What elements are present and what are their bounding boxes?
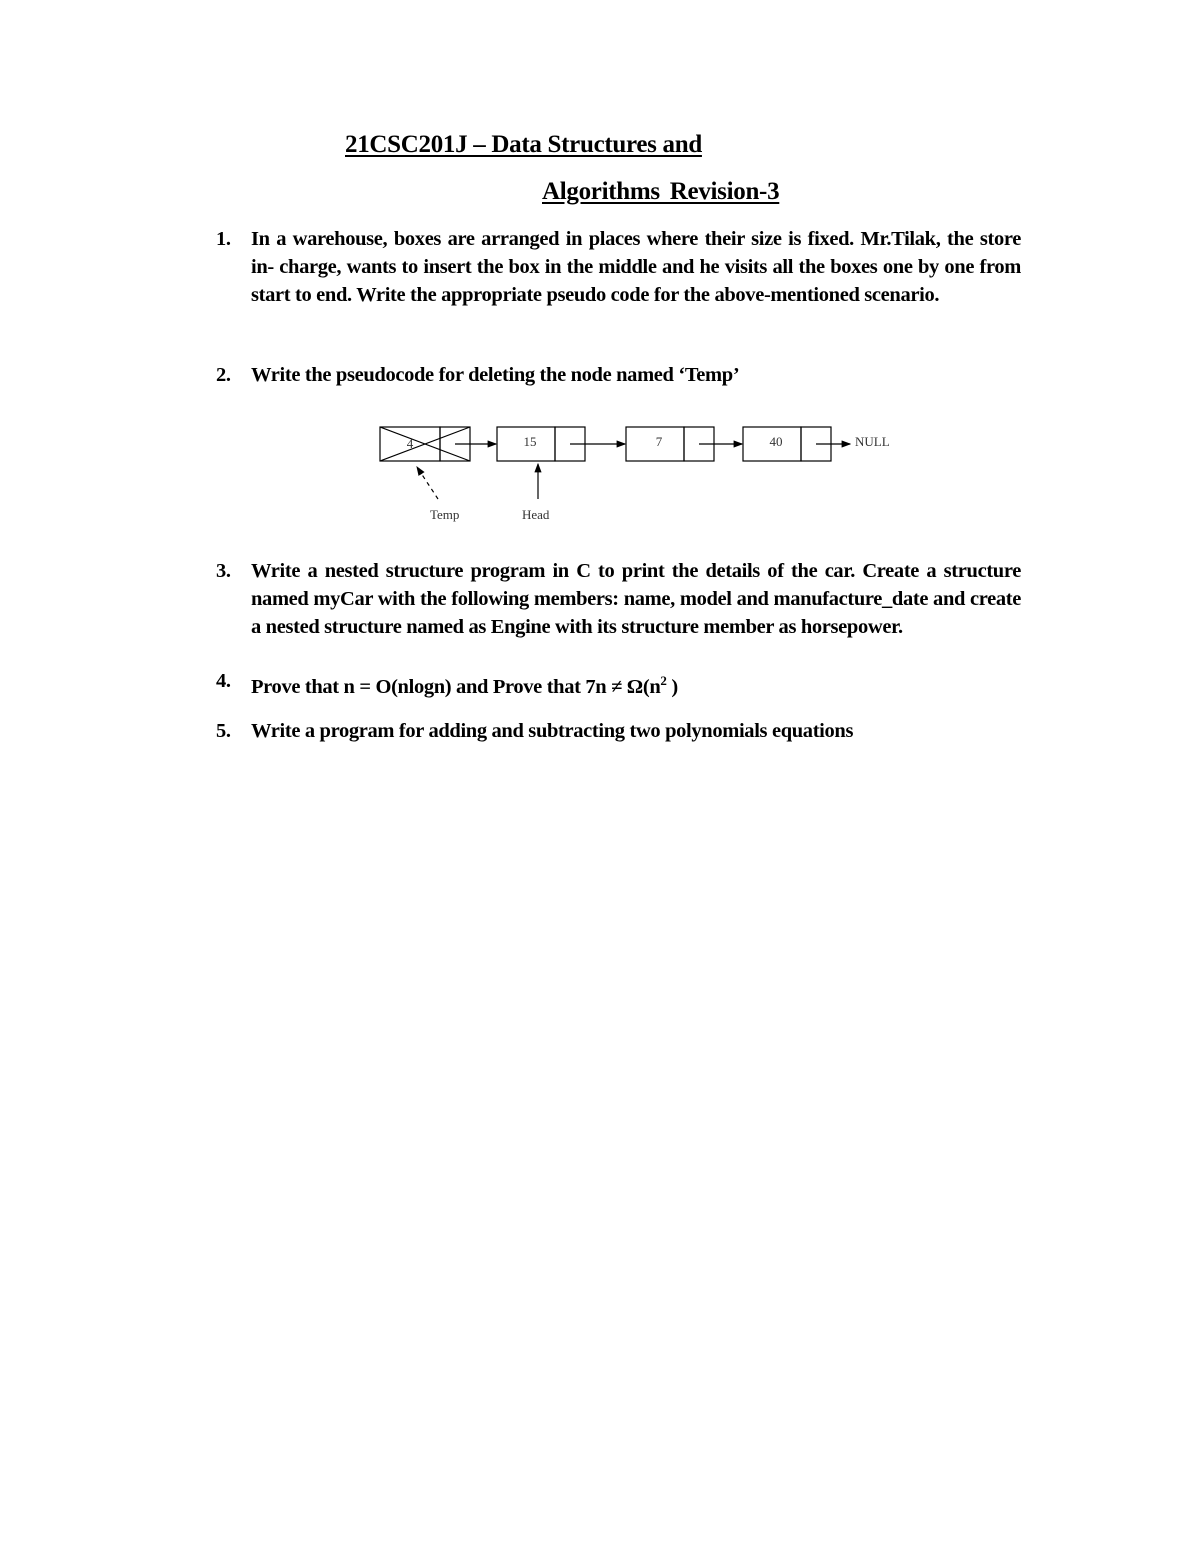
question-text xyxy=(251,667,1021,701)
head-label: Head xyxy=(522,507,550,522)
question-3 xyxy=(216,557,1021,641)
node-value: 4 xyxy=(406,436,414,451)
question-text: Write a program for adding and subtracting two polynomials equations xyxy=(251,720,854,742)
question-text: Write the pseudocode for deleting the node named ‘Temp’ xyxy=(251,364,740,386)
question-5 xyxy=(216,717,1021,745)
document-title-line-2: Algorithms Revision-3 xyxy=(542,178,780,205)
question-text: Write a nested structure program in C to print the details of the car. Create a structure named myCar with the following members: name, model and manufacture_date and create a nested structure named as Engine with its structure member as horsepower. xyxy=(251,560,1021,638)
node-value: 40 xyxy=(769,434,783,449)
question-text: In a warehouse, boxes are arranged in places where their size is fixed. Mr.Tilak, the store in- charge, wants to insert the box in the middle and he visits all the boxes one by one from start to end. Write the appropriate pseudo code for the above-mentioned scenario. xyxy=(251,228,1021,306)
linked-list-diagram xyxy=(370,415,910,535)
question-1 xyxy=(216,225,1021,309)
question-text-after: ) xyxy=(666,675,678,698)
null-label: NULL xyxy=(855,434,890,449)
question-4 xyxy=(216,667,1021,701)
temp-pointer-arrow xyxy=(417,467,438,499)
question-number: 1. xyxy=(216,228,231,250)
superscript: 2 xyxy=(660,673,667,688)
question-2 xyxy=(216,361,1021,389)
question-text-before: Prove that n = O(nlogn) and Prove that 7n ≠ Ω(n xyxy=(251,675,661,698)
node-value: 15 xyxy=(523,434,537,449)
temp-label: Temp xyxy=(430,507,460,522)
question-number: 3. xyxy=(216,560,231,582)
document-title-line-1: 21CSC201J – Data Structures and xyxy=(345,131,702,158)
node-value: 7 xyxy=(655,434,663,449)
question-number: 5. xyxy=(216,720,231,742)
question-number: 4. xyxy=(216,670,231,692)
question-number: 2. xyxy=(216,364,231,386)
